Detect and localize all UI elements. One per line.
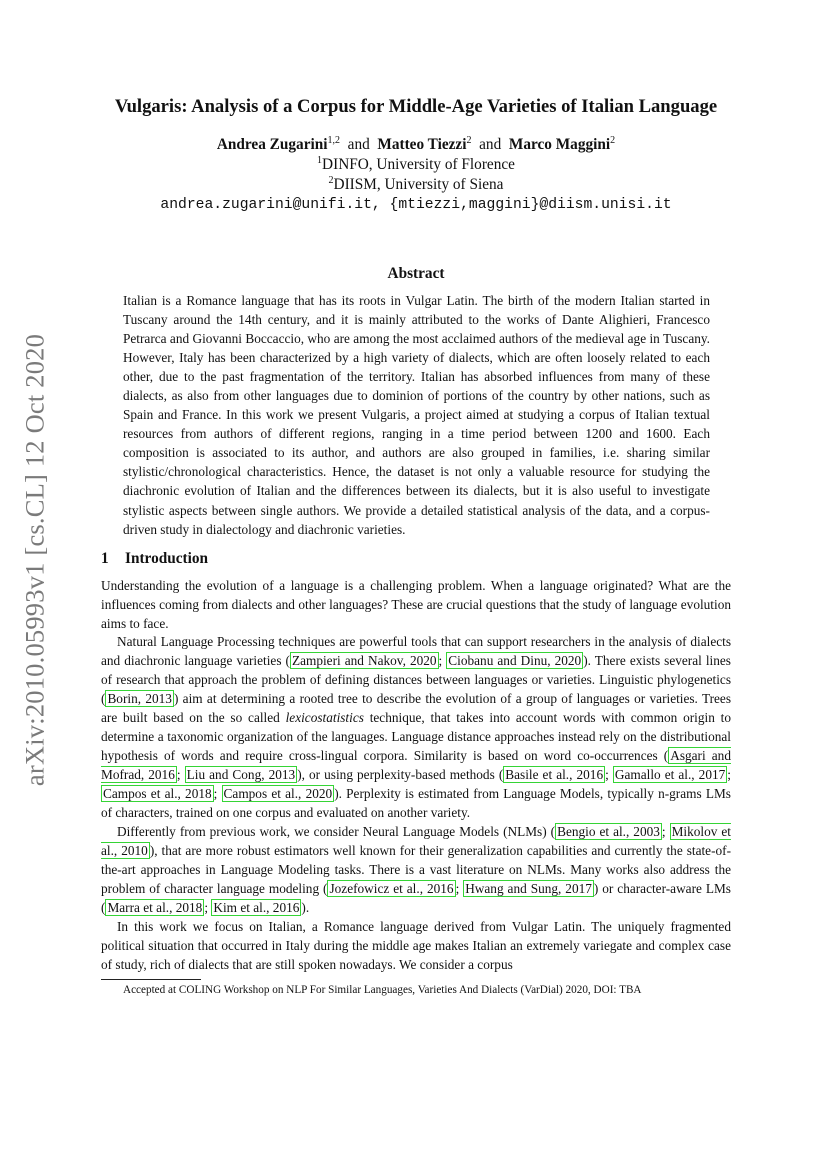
paragraph-text: ). There exists several lines of research that approach the problem of defining distances between languages or varieties. Linguistic phylogenetics (	[101, 653, 731, 707]
and-word: and	[347, 136, 370, 153]
paragraph-text: ).	[301, 899, 310, 915]
citation-link[interactable]: Kim et al., 2016	[213, 899, 300, 915]
paragraph-text: ;	[176, 767, 185, 783]
citation-link[interactable]: Borin, 2013	[107, 691, 172, 707]
citation-link[interactable]: Ciobanu and Dinu, 2020	[448, 653, 582, 669]
paragraph-text: ;	[213, 786, 222, 802]
author-line	[101, 135, 731, 155]
paper-title: Vulgaris: Analysis of a Corpus for Middle-Age Varieties of Italian Language	[114, 96, 718, 117]
affiliation: $^2$DIISM, University of Siena	[328, 174, 504, 193]
citation-link[interactable]: Basile et al., 2016	[505, 767, 604, 783]
section-title: Introduction	[125, 549, 209, 567]
author-affil-sup: 1,2	[327, 134, 340, 146]
and-word: and	[479, 136, 502, 153]
paper-page	[101, 95, 731, 998]
paragraph-text: Differently from previous work, we consider Neural Language Models (NLMs) (	[117, 824, 556, 839]
author-affil-sup: 2	[610, 134, 616, 146]
paragraph-text: technique, that takes into account words with common origin to determine a taxonomic organization of the languages. Language distance approaches instead rely on the distributional hypothesis of words and require cross-lingual corpora. Similarity is based on word co-occurrences (	[101, 710, 731, 764]
section-heading	[101, 549, 731, 569]
paragraph-text: ;	[204, 899, 212, 915]
arxiv-identifier-text: arXiv:2010.05993v1 [cs.CL] 12 Oct 2020	[19, 333, 50, 787]
footnote: Accepted at COLING Workshop on NLP For Similar Languages, Varieties And Dialects (VarDial) 2020, DOI: TBA	[123, 983, 642, 996]
arxiv-identifier	[10, 240, 60, 880]
paragraph-text: ;	[661, 824, 670, 839]
paragraph-text: ) or character-aware LMs (	[101, 880, 731, 915]
author-block	[101, 135, 731, 215]
paragraph-text: ;	[438, 653, 447, 669]
citation-link[interactable]: Zampieri and Nakov, 2020	[291, 653, 437, 669]
citation-link[interactable]: Liu and Cong, 2013	[186, 767, 296, 783]
paragraph	[101, 823, 731, 918]
author-name: Matteo Tiezzi	[377, 136, 467, 153]
citation-link[interactable]: Gamallo et al., 2017	[614, 767, 726, 783]
italic-term: lexicostatistics	[285, 710, 364, 726]
paragraph-text: ;	[455, 880, 464, 896]
citation-link[interactable]: Hwang and Sung, 2017	[465, 880, 592, 896]
paragraph-text: Natural Language Processing techniques are powerful tools that can support researchers in the analysis of dialects and diachronic language varieties (	[101, 634, 731, 669]
paragraph-text: ;	[605, 767, 613, 783]
citation-link[interactable]: Bengio et al., 2003	[557, 824, 660, 839]
citation-link[interactable]: Marra et al., 2018	[107, 899, 203, 915]
introduction-body	[101, 577, 731, 975]
paragraph-text: Understanding the evolution of a language is a challenging problem. When a language originated? What are the influences coming from dialects and other languages? These are crucial questions that the study of language evolution aims to face.	[101, 577, 731, 631]
citation-link[interactable]: Mikolov et al., 2010	[101, 824, 731, 858]
abstract-text: Italian is a Romance language that has its roots in Vulgar Latin. The birth of the modern Italian started in Tuscany around the 14th century, and it is mainly attributed to the works of Dante Alighieri, Francesco Petrarca and Giovanni Boccaccio, who are among the most acclaimed authors of the medieval age in Tuscany. However, Italy has been characterized by a high variety of dialects, which are often loosely related to each other, due to the past fragmentation of the territory. Italian has absorbed influences from many of these dialects, as also from other languages due to dominion of portions of the country by other nations, such as Spain and France. In this work we present Vulgaris, a project aimed at studying a corpus of Italian textual resources from authors of different regions, ranging in a time period between 1200 and 1600. Each composition is associated to its author, and authors are also grouped in families, i.e. sharing similar stylistic/chronological characteristics. Hence, the dataset is not only a valuable resource for studying the diachronic evolution of Italian and the differences between its dialects, but it is also useful to investigate stylistic aspects between single authors. We provide a detailed statistical analysis of the data, and a corpus-driven study in dialectology and diachronic varieties.	[123, 293, 710, 537]
citation-link[interactable]: Asgari and Mofrad, 2016	[101, 748, 731, 783]
paragraph-text: ), or using perplexity-based methods (	[297, 767, 504, 783]
author-affil-sup: 2	[466, 134, 472, 146]
section-number: 1	[101, 549, 109, 567]
citation-link[interactable]: Campos et al., 2020	[223, 786, 333, 802]
citation-link[interactable]: Campos et al., 2018	[103, 786, 212, 802]
affiliation: $^1$DINFO, University of Florence	[317, 154, 515, 173]
abstract-heading: Abstract	[387, 265, 445, 282]
paragraph-text: ) aim at determining a rooted tree to describe the evolution of a group of languages or varieties. Trees are built based on the so called	[101, 691, 732, 726]
author-name: Andrea Zugarini	[216, 136, 328, 153]
author-emails: andrea.zugarini@unifi.it, {mtiezzi,maggini}@diism.unisi.it	[160, 197, 672, 213]
paragraph	[101, 577, 731, 634]
footnote-rule	[101, 979, 201, 980]
paragraph-text: ), that are more robust estimators well known for their generalization capabilities and currently the state-of-the-art approaches in Language Modeling tasks. There is a vast literature on NLMs. Many works also address the problem of character language modeling (	[101, 842, 731, 896]
paragraph-text: In this work we focus on Italian, a Romance language derived from Vulgar Latin. The uniquely fragmented political situation that occurred in Italy during the middle age makes Italian an extremely variegate and complex case of study, rich of dialects that are still spoken nowadays. We consider a corpus	[101, 918, 731, 972]
author-name: Marco Maggini	[508, 136, 611, 153]
paragraph-text: ;	[727, 767, 731, 783]
paragraph	[101, 918, 731, 975]
paragraph-text: ). Perplexity is estimated from Language Models, typically n-grams LMs of characters, trained on one corpus and evaluated on another variety.	[101, 786, 731, 821]
paragraph	[101, 633, 731, 823]
citation-link[interactable]: Jozefowicz et al., 2016	[329, 880, 454, 896]
